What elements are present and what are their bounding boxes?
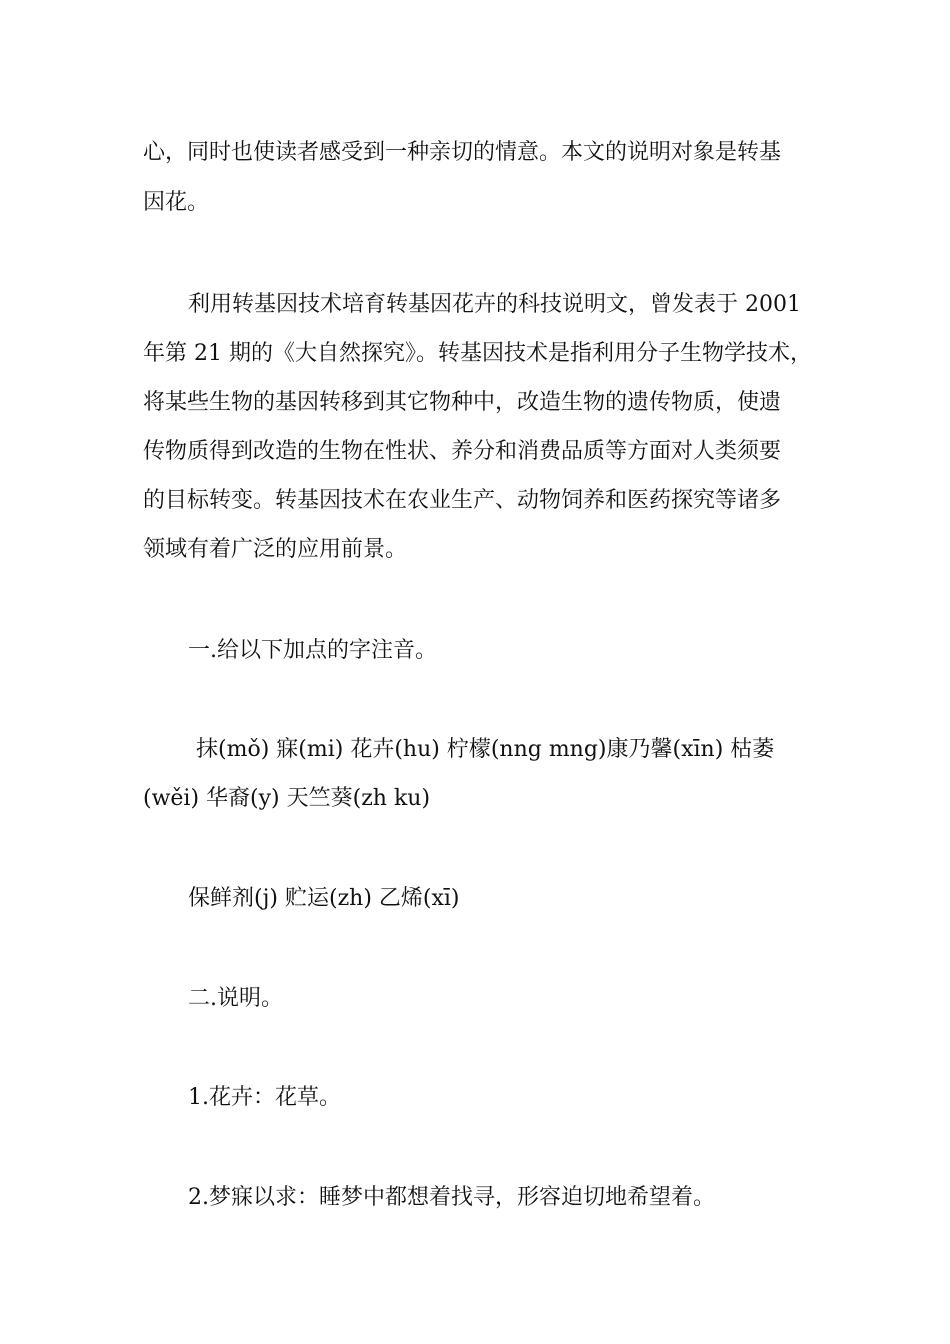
paragraph2-line4: 传物质得到改造的生物在性状、养分和消费品质等方面对人类须要 [143, 439, 782, 464]
pinyin-line3: 保鲜剂(j) 贮运(zh) 乙烯(xī) [188, 886, 460, 911]
paragraph1-line1: 心，同时也使读者感受到一种亲切的情意。本文的说明对象是转基 [143, 140, 782, 165]
section1-heading: 一.给以下加点的字注音。 [188, 638, 437, 663]
definition-item-1: 1.花卉：花草。 [188, 1085, 341, 1110]
paragraph2-line2: 年第 21 期的《大自然探究》。转基因技术是指利用分子生物学技术， [143, 341, 812, 366]
paragraph2-line3: 将某些生物的基因转移到其它物种中，改造生物的遗传物质，使遗 [143, 390, 782, 415]
paragraph2-line1: 利用转基因技术培育转基因花卉的科技说明文，曾发表于 2001 [188, 292, 801, 317]
paragraph2-line5: 的目标转变。转基因技术在农业生产、动物饲养和医药探究等诸多 [143, 488, 782, 513]
paragraph2-line6: 领域有着广泛的应用前景。 [143, 537, 408, 562]
pinyin-line1: 抹(mǒ) 寐(mi) 花卉(hu) 柠檬(nng mng)康乃馨(xīn) 枯萎 [196, 737, 775, 762]
paragraph1-line2: 因花。 [143, 190, 210, 215]
section2-heading: 二.说明。 [188, 986, 283, 1011]
definition-item-2: 2.梦寐以求：睡梦中都想着找寻，形容迫切地希望着。 [188, 1185, 715, 1210]
pinyin-line2: (wěi) 华裔(y) 天竺葵(zh ku) [143, 786, 431, 811]
